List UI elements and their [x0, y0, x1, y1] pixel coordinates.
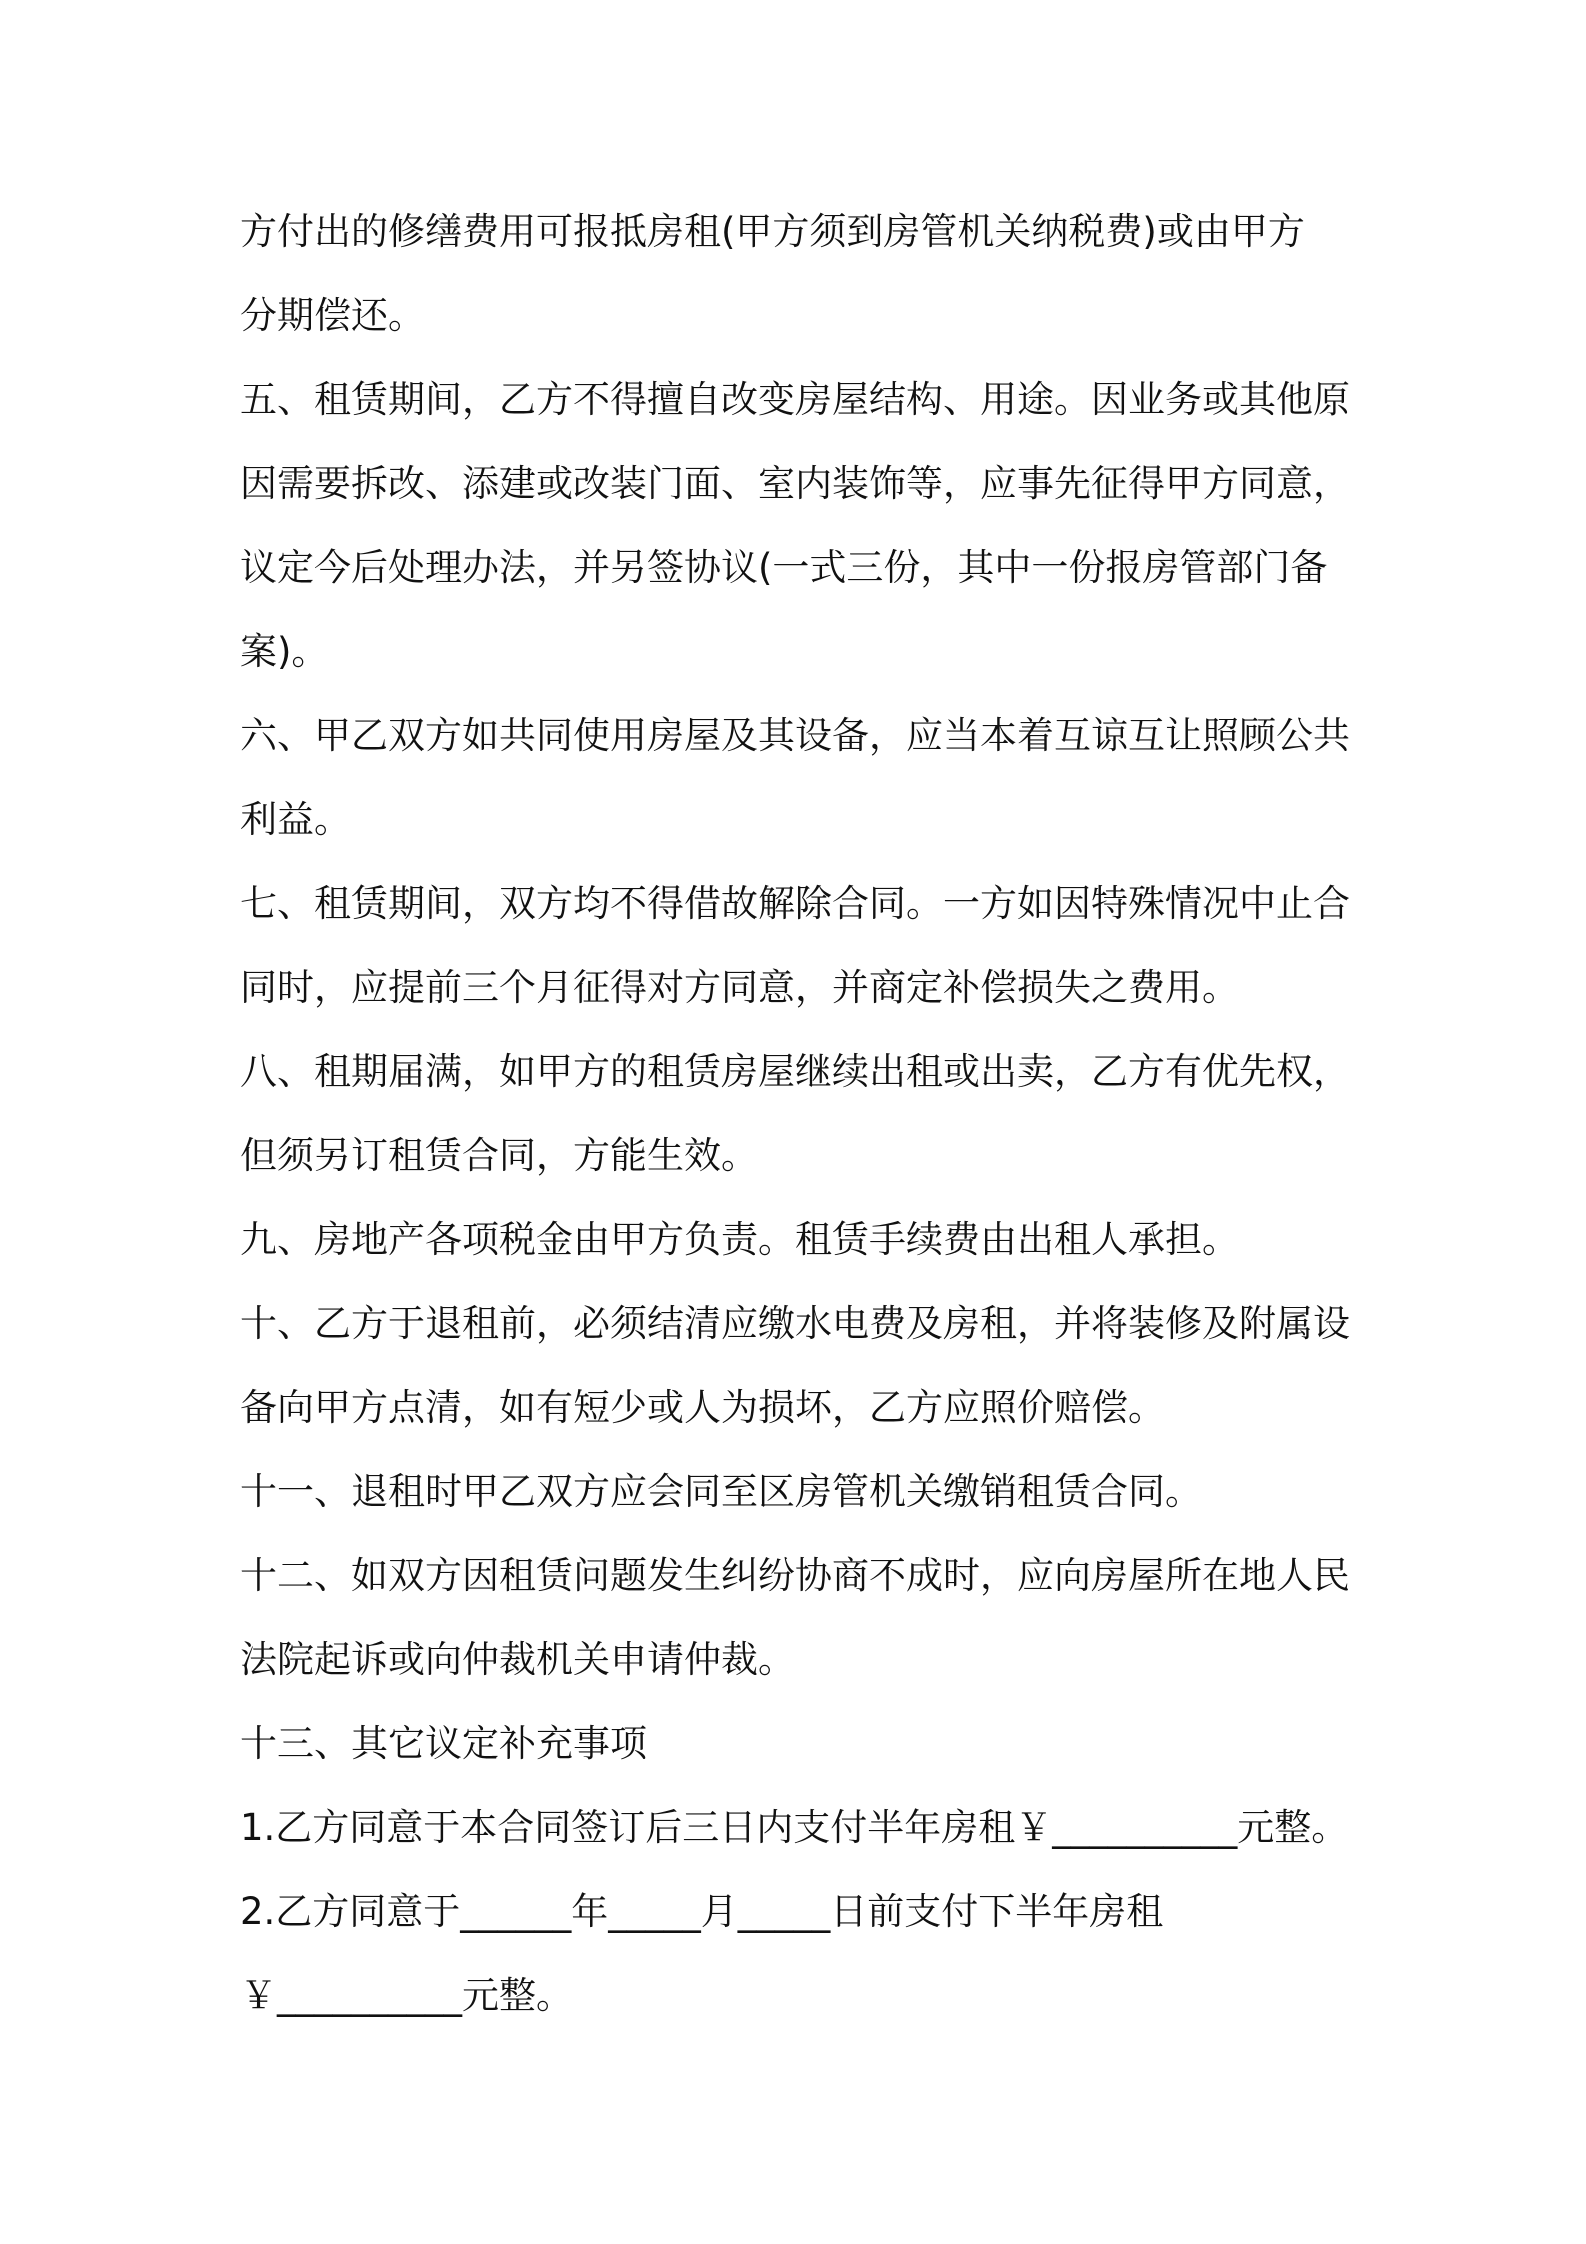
- contract-text: [240, 190, 1360, 2038]
- text-line: 但须另订租赁合同，方能生效。: [240, 1134, 758, 1177]
- text-line: 案)。: [240, 630, 329, 673]
- clause-9: 九、房地产各项税金由甲方负责。租赁手续费由出租人承担。: [240, 1218, 1239, 1261]
- text-line: 备向甲方点清，如有短少或人为损坏，乙方应照价赔偿。: [240, 1386, 1165, 1429]
- clause-10: 十、乙方于退租前，必须结清应缴水电费及房租，并将装修及附属设: [240, 1302, 1350, 1345]
- clause-12: 十二、如双方因租赁问题发生纠纷协商不成时，应向房屋所在地人民: [240, 1554, 1350, 1597]
- text-line: ￥__________元整。: [240, 1974, 573, 2017]
- text-line: 方付出的修缮费用可报抵房租(甲方须到房管机关纳税费)或由甲方: [240, 210, 1305, 253]
- clause-8: 八、租期届满，如甲方的租赁房屋继续出租或出卖，乙方有优先权，: [240, 1050, 1350, 1093]
- clause-11: 十一、退租时甲乙双方应会同至区房管机关缴销租赁合同。: [240, 1470, 1202, 1513]
- text-line: 议定今后处理办法，并另签协议(一式三份，其中一份报房管部门备: [240, 546, 1328, 589]
- clause-13: 十三、其它议定补充事项: [240, 1722, 647, 1765]
- text-line: 法院起诉或向仲裁机关申请仲裁。: [240, 1638, 795, 1681]
- text-line: 分期偿还。: [240, 294, 425, 337]
- text-line: 同时，应提前三个月征得对方同意，并商定补偿损失之费用。: [240, 966, 1239, 1009]
- text-line: 因需要拆改、添建或改装门面、室内装饰等，应事先征得甲方同意，: [240, 462, 1350, 505]
- clause-7: 七、租赁期间，双方均不得借故解除合同。一方如因特殊情况中止合: [240, 882, 1350, 925]
- clause-5: 五、租赁期间，乙方不得擅自改变房屋结构、用途。因业务或其他原: [240, 378, 1350, 421]
- text-line: 利益。: [240, 798, 351, 841]
- clause-6: 六、甲乙双方如共同使用房屋及其设备，应当本着互谅互让照顾公共: [240, 714, 1350, 757]
- supplement-item-2: 2.乙方同意于______年_____月_____日前支付下半年房租: [240, 1890, 1164, 1933]
- supplement-item-1: 1.乙方同意于本合同签订后三日内支付半年房租￥__________元整。: [240, 1806, 1349, 1849]
